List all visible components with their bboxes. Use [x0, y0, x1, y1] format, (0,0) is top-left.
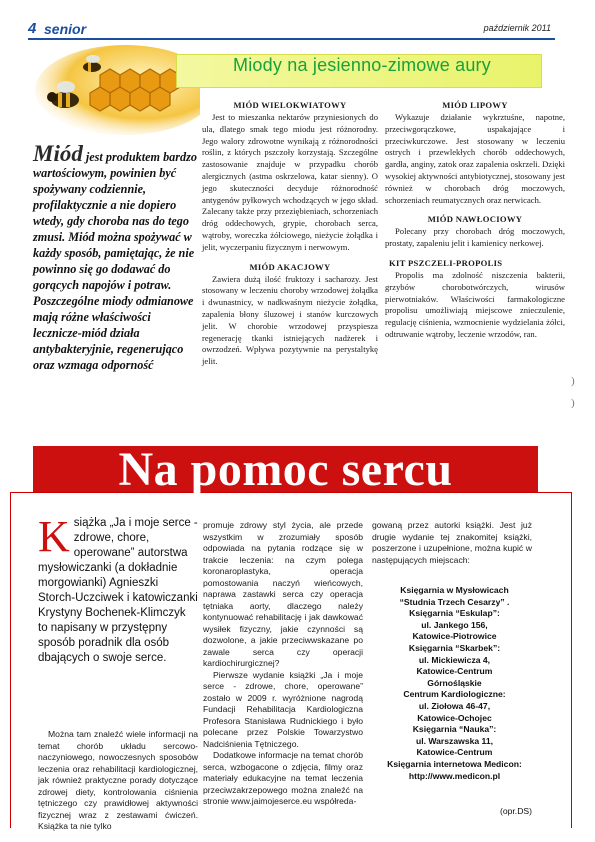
body-text: Pierwsze wydanie książki „Ja i moje serce - zdrowe, chore, operowane” zostało w 2009 r. wyróżnione nagrodą Fundacji Rehabilitacja Kardiologiczna Profesora Stanisława Rudnickiego i było polecane przez Polskie Towarzystwo Nadciśnienia Tętniczego.	[203, 669, 363, 749]
body-text: gowaną przez autorki książki. Jest już drugie wydanie tej znakomitej książki, poszerzone i uzupełnione, można kupić w następujących miejscach:	[372, 520, 532, 565]
shop-link[interactable]: http://www.medicon.pl	[408, 770, 501, 781]
section-text: Polecany przy chorobach dróg moczowych, prostaty, zapaleniu jelit i kamienicy nerkowej.	[385, 226, 565, 249]
author-signature: (opr.DS)	[500, 806, 532, 816]
article-title: Miody na jesienno-zimowe aury	[233, 55, 491, 75]
intro-text: siążka „Ja i moje serce - zdrowe, chore, operowane” autorstwa mysłowiczanki (a dokładnie morgowianki) Agnieszki Storch-Uczciwek i katowiczanki Krystyny Bochenek-Klimczyk to napisany w przystępny sposób poradnik dla osób dbających o swoje serce.	[38, 517, 198, 664]
section-heading: MIÓD AKACJOWY	[249, 261, 331, 272]
lead-text: jest produktem bardzo wartościowym, powinien być spożywany codziennie, profilaktycznie a nie dopiero wtedy, gdy choroba nas do tego zmusi. Miód można spożywać w każdy sposób, pamiętając, że nie powinno się go dodawać do gorących napojów i potraw. Poszczególne miody odmianowe mają różne właściwości lecznicze-miód działa antybakteryjnie, regenerująco oraz wzmaga odporność	[33, 150, 197, 372]
section-heading: MIÓD WIELOKWIATOWY	[233, 100, 347, 110]
article-column-1	[38, 729, 198, 833]
shop-line: Katowice-Ochojec	[417, 712, 492, 723]
section-text: Zawiera dużą ilość fruktozy i sacharozy. Jest stosowany w leczeniu choroby wrzodowej żołądka i dwunastnicy, w nadkwaśnym nieżycie żołądka, zapalenia błony śluzowej i stanów kurczowych jelit. W chorobie wrzodowej przyspiesza regenerację tkanki istniejących nadżerek i owrzodzeń. Wpływa pozytywnie na perystaltykę jelit.	[202, 273, 378, 367]
body-text: promuje zdrowy styl życia, ale przede wszystkim w zrozumiały sposób odpowiada na pytania rodzące się w trakcie leczenia: na czym polega koronaroplastyka, operacja pomostowania naczyń wieńcowych, naprawa zastawki serca czy operacja tętniaka aorty, dlaczego należy kontynuować rehabilitację i jak dawkować wysiłek fizyczny, jakie czynności są dozwolone, a jakie przeciwwskazane po zawale serca czy operacji kardiochirurgicznej?	[203, 520, 363, 668]
shop-line: “Studnia Trzech Cesarzy” .	[399, 596, 510, 607]
headline-title: Na pomoc sercu	[118, 443, 453, 496]
section-name: senior	[44, 21, 87, 37]
shop-line: Centrum Kardiologiczne:	[403, 689, 506, 700]
shop-line: Górnośląskie	[427, 677, 482, 688]
shop-line: Księgarnia “Nauka”:	[412, 724, 497, 735]
bookshop-list	[372, 585, 537, 782]
drop-cap: K	[38, 512, 70, 561]
intro-paragraph	[38, 512, 198, 666]
lead-paragraph	[33, 141, 201, 373]
shop-line: Katowice-Centrum	[416, 747, 493, 758]
section-heading: MIÓD NAWŁOCIOWY	[427, 214, 523, 225]
margin-mark: )	[571, 375, 575, 387]
frame-left-border	[10, 492, 11, 828]
section-text: Propolis ma zdolność niszczenia bakterii, grzybów chorobotwórczych, wirusów pierwotniaków. Właściwości farmakologiczne propolisu umożliwiają miejscowe znieczulenie, regulację ciśnienia, wzmocnienie wydzielania żółci, odtruwanie wątroby, leczenie wrzodów, ran.	[385, 269, 565, 339]
shop-line: ul. Jankego 156,	[421, 619, 488, 630]
shop-line: ul. Warszawska 11,	[415, 735, 494, 746]
shop-line: ul. Ziołowa 46-47,	[418, 700, 491, 711]
section-text: Wykazuje działanie wykrztuśne, napotne, przeciwgorączkowe, uspakajające i przeciwkurczowe. Jest stosowany w leczeniu ostrych i przewlekłych chorób oddechowych, gardła, anginy, zatok oraz zapalenia oskrzeli. Dzięki wysokiej aktywności antybiotycznej, stosowany jest również w chorobach dróg moczowych, schorzeniach reumatycznych oraz nerwicach.	[385, 112, 565, 205]
margin-mark: )	[571, 397, 575, 409]
body-text: Można tam znaleźć wiele informacji na temat chorób układu sercowo-naczyniowego, nowoczesnych sposobów leczenia oraz rehabilitacji kardiologicznej, jak również praktyczne porady dotyczące zdrowej diety, kontrolowania ciśnienia tętniczego czy prawidłowej aktywności fizycznej wraz z zestawami ćwiczeń. Książka ta nie tylko	[38, 729, 198, 831]
body-text: Dodatkowe informacje na temat chorób serca, wzbogacone o zdjęcia, filmy oraz materiały edukacyjne na temat leczenia przeciwzakrzepowego można znaleźć na stronie www.jaimojeserce.eu współreda-	[203, 750, 363, 806]
shop-line: Księgarnia internetowa Medicon:	[387, 758, 522, 769]
shop-line: ul. Mickiewicza 4,	[418, 654, 491, 665]
lead-drop-word: Miód	[33, 141, 83, 166]
article-column-2	[385, 100, 565, 341]
shop-line: Księgarnia “Eskulap”:	[409, 608, 500, 619]
honeycomb-bees-image	[30, 45, 200, 135]
section-heading: MIÓD LIPOWY	[442, 100, 508, 110]
shop-line: Księgarnia “Skarbek”:	[408, 642, 501, 653]
shop-line: Księgarnia w Mysłowicach	[400, 585, 509, 595]
frame-right-border	[571, 492, 572, 828]
section-heading: KIT PSZCZELI-PROPOLIS	[389, 257, 503, 268]
article-column-2	[203, 520, 363, 808]
issue-date: październik 2011	[483, 23, 551, 33]
article-column-1	[202, 100, 378, 368]
page-number: 4	[28, 20, 37, 37]
header-divider	[28, 38, 555, 40]
shop-line: Katowice-Centrum	[416, 666, 493, 677]
article-column-3	[372, 520, 532, 566]
shop-line: Katowice-Piotrowice	[412, 631, 497, 642]
section-text: Jest to mieszanka nektarów przyniesionych do ula, dlatego smak tego miodu jest różnorodny. Jego walory zdrowotne wynikają z różnorodności roślin, z których pszczoły korzystają. Szczególne zastosowanie znajduje w przypadku chorób alergicznych (astma oskrzelowa, katar sienny). O jego skuteczności decyduje różnorodność antygenów pyłkowych wchodzących w jego skład. Zalecany także przy przeziębieniach, schorzeniach dróg oddechowych, grypie, chorobach serca, wątroby, woreczka żółciowego, nieżycie żołądka i jelit, wyczerpaniu fizycznym i nerwowym.	[202, 112, 378, 252]
